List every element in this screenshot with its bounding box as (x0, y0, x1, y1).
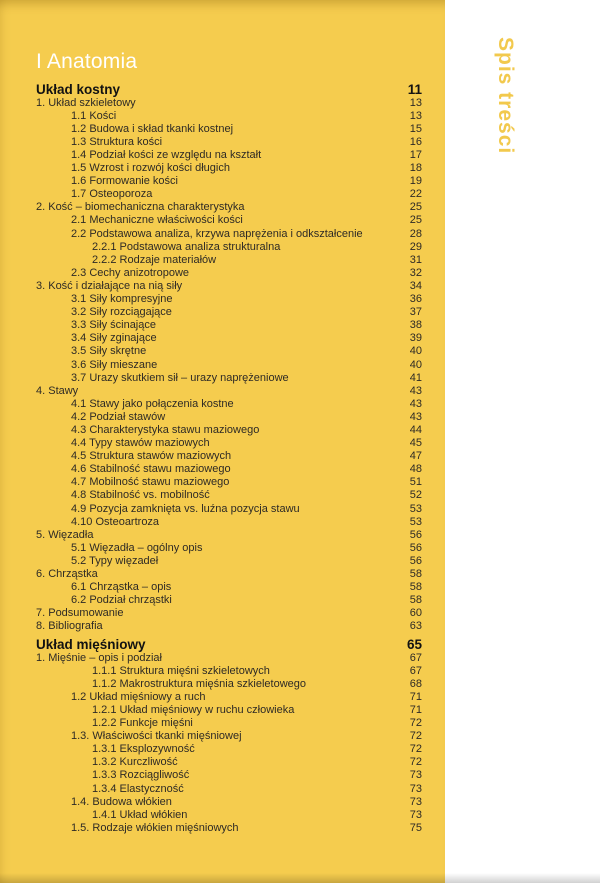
page-number: 75 (409, 821, 422, 834)
toc-entry-label: 6. Chrząstka (36, 568, 98, 581)
toc-entry-label: 3.3 Siły ścinające (71, 319, 156, 332)
toc-entry-label: 4.10 Osteoartroza (71, 515, 160, 528)
page-number: 32 (409, 266, 422, 279)
page-number: 31 (409, 253, 422, 266)
toc-entry (0, 677, 445, 690)
toc-entry (0, 306, 445, 319)
page-number: 73 (409, 782, 422, 795)
toc-entry-label: 5.1 Więzadła – ogólny opis (71, 541, 203, 554)
toc-entry (0, 214, 445, 227)
toc-entry (0, 502, 445, 515)
toc-entry-label: 4.1 Stawy jako połączenia kostne (71, 397, 234, 410)
sidebar-column (445, 0, 600, 883)
page-number: 73 (409, 795, 422, 808)
toc-entry-label: 4.9 Pozycja zamknięta vs. luźna pozycja stawu (71, 502, 300, 515)
toc-entry (0, 201, 445, 214)
toc-entry-label: 2.2.2 Rodzaje materiałów (92, 253, 217, 266)
toc-entry (0, 423, 445, 436)
toc-section-header (0, 83, 445, 96)
toc-entry-label: 5. Więzadła (36, 528, 94, 541)
toc-entry-label: 4. Stawy (36, 384, 79, 397)
toc-entry-label: 1.1.2 Makrostruktura mięśnia szkieletowego (92, 677, 306, 690)
toc-entry-label: 1.2 Budowa i skład tkanki kostnej (71, 122, 234, 135)
toc-entry (0, 808, 445, 821)
toc-entry-label: 8. Bibliografia (36, 620, 103, 633)
toc-entry (0, 489, 445, 502)
page-number: 41 (409, 371, 422, 384)
toc-entry-label: 1.3. Właściwości tkanki mięśniowej (71, 730, 242, 743)
toc-entry-label: 1.3.3 Rozciągliwość (92, 769, 190, 782)
toc-entry-label: 1.4. Budowa włókien (71, 795, 172, 808)
toc-entry-label: 4.8 Stabilność vs. mobilność (71, 489, 210, 502)
page-number: 28 (409, 227, 422, 240)
page-number: 56 (409, 528, 422, 541)
page-number: 60 (409, 607, 422, 620)
page-number: 40 (409, 345, 422, 358)
toc-entry-label: 2.1 Mechaniczne właściwości kości (71, 214, 243, 227)
toc-entry-label: 1.3.4 Elastyczność (92, 782, 184, 795)
page-number: 72 (409, 756, 422, 769)
page-number: 13 (409, 96, 422, 109)
toc-entry (0, 240, 445, 253)
page-number: 38 (409, 319, 422, 332)
page-number: 39 (409, 332, 422, 345)
toc-entry-label: 1.3.1 Eksplozywność (92, 743, 195, 756)
toc-entry (0, 345, 445, 358)
page-number: 67 (409, 664, 422, 677)
page-number: 36 (409, 293, 422, 306)
toc-entry-label: 1.5 Wzrost i rozwój kości długich (71, 162, 230, 175)
toc-entry-label: 1.2.1 Układ mięśniowy w ruchu człowieka (92, 703, 295, 716)
toc-entry (0, 730, 445, 743)
toc-entry-label: 1.5. Rodzaje włókien mięśniowych (71, 821, 239, 834)
page-number: 63 (409, 620, 422, 633)
page-number: 43 (409, 410, 422, 423)
toc-entry (0, 581, 445, 594)
sidebar-vertical-title: Spis treści (494, 37, 517, 155)
toc-entry (0, 476, 445, 489)
page-number: 72 (409, 730, 422, 743)
page-number: 68 (409, 677, 422, 690)
page-number: 73 (409, 769, 422, 782)
toc-section-header-label: Układ mięśniowy (36, 636, 146, 652)
page-number: 71 (409, 703, 422, 716)
toc-entry (0, 148, 445, 161)
page-number: 65 (406, 636, 422, 652)
toc-entry-label: 6.2 Podział chrząstki (71, 594, 172, 607)
page-number: 11 (407, 82, 422, 98)
toc-entry-label: 2.2.1 Podstawowa analiza strukturalna (92, 240, 281, 253)
toc-entry (0, 554, 445, 567)
page-number: 29 (409, 240, 422, 253)
page-number: 43 (409, 384, 422, 397)
toc-entry (0, 135, 445, 148)
page-number: 53 (409, 502, 422, 515)
toc-entry-label: 3. Kość i działające na nią siły (36, 279, 183, 292)
page-number: 58 (409, 594, 422, 607)
toc-entry-label: 6.1 Chrząstka – opis (71, 581, 172, 594)
toc-entry (0, 607, 445, 620)
toc-entry-label: 1.2 Układ mięśniowy a ruch (71, 690, 206, 703)
toc-entry (0, 410, 445, 423)
toc-entry-label: 1.4 Podział kości ze względu na kształt (71, 149, 262, 162)
page-number: 48 (409, 463, 422, 476)
toc-entry-label: 1. Mięśnie – opis i podział (36, 651, 162, 664)
page-number: 34 (409, 279, 422, 292)
toc-entry-label: 4.4 Typy stawów maziowych (71, 437, 210, 450)
page-number: 72 (409, 743, 422, 756)
toc-entry (0, 664, 445, 677)
page-number: 73 (409, 808, 422, 821)
toc-entry (0, 769, 445, 782)
toc-entry (0, 162, 445, 175)
page-number: 13 (409, 109, 422, 122)
toc-entry (0, 515, 445, 528)
toc-entry-label: 2. Kość – biomechaniczna charakterystyka (36, 201, 245, 214)
page-number: 18 (409, 162, 422, 175)
toc-entry-label: 1.2.2 Funkcje mięśni (92, 717, 193, 730)
toc-entry (0, 279, 445, 292)
toc-entry-label: 1.1 Kości (71, 109, 117, 122)
toc-entry (0, 690, 445, 703)
toc-entry-label: 2.3 Cechy anizotropowe (71, 266, 190, 279)
page-number: 40 (409, 358, 422, 371)
page-number: 44 (409, 423, 422, 436)
toc-entry-label: 1.4.1 Układ włókien (92, 808, 188, 821)
page-number: 37 (409, 306, 422, 319)
toc-entry-label: 5.2 Typy więzadeł (71, 554, 159, 567)
toc-entry (0, 332, 445, 345)
page-number: 22 (409, 188, 422, 201)
toc-entry (0, 319, 445, 332)
toc-list (0, 83, 445, 834)
page-number: 56 (409, 554, 422, 567)
toc-entry (0, 594, 445, 607)
toc-entry (0, 743, 445, 756)
toc-entry (0, 96, 445, 109)
page-number: 67 (409, 651, 422, 664)
toc-entry-label: 1.6 Formowanie kości (71, 175, 178, 188)
toc-entry (0, 795, 445, 808)
toc-entry-label: 1.3.2 Kurczliwość (92, 756, 178, 769)
page-number: 56 (409, 541, 422, 554)
page-number: 58 (409, 568, 422, 581)
page-number: 51 (409, 476, 422, 489)
toc-entry (0, 463, 445, 476)
toc-entry (0, 651, 445, 664)
toc-entry-label: 3.4 Siły zginające (71, 332, 157, 345)
page-number: 53 (409, 515, 422, 528)
toc-entry (0, 371, 445, 384)
page-number: 47 (409, 450, 422, 463)
toc-entry (0, 541, 445, 554)
toc-entry (0, 782, 445, 795)
toc-entry (0, 227, 445, 240)
toc-entry (0, 397, 445, 410)
toc-entry (0, 821, 445, 834)
toc-section-header (0, 638, 445, 651)
toc-entry (0, 437, 445, 450)
toc-entry-label: 3.5 Siły skrętne (71, 345, 147, 358)
toc-entry-label: 4.2 Podział stawów (71, 410, 166, 423)
toc-entry (0, 109, 445, 122)
page-number: 72 (409, 717, 422, 730)
toc-entry (0, 188, 445, 201)
toc-entry-label: 1.1.1 Struktura mięśni szkieletowych (92, 664, 270, 677)
toc-entry (0, 358, 445, 371)
toc-entry-label: 2.2 Podstawowa analiza, krzywa naprężenia i odkształcenie (71, 227, 363, 240)
toc-entry-label: 3.7 Urazy skutkiem sił – urazy naprężeniowe (71, 371, 289, 384)
toc-entry (0, 703, 445, 716)
page-number: 25 (409, 201, 422, 214)
toc-entry (0, 253, 445, 266)
page-number: 52 (409, 489, 422, 502)
toc-entry-label: 3.2 Siły rozciągające (71, 306, 172, 319)
toc-entry-label: 3.6 Siły mieszane (71, 358, 158, 371)
page-number: 15 (409, 122, 422, 135)
toc-entry-label: 4.7 Mobilność stawu maziowego (71, 476, 230, 489)
toc-entry (0, 567, 445, 580)
toc-entry-label: 1.3 Struktura kości (71, 135, 163, 148)
toc-entry-label: 4.6 Stabilność stawu maziowego (71, 463, 231, 476)
page-number: 43 (409, 397, 422, 410)
page-number: 45 (409, 437, 422, 450)
page-number: 58 (409, 581, 422, 594)
page-number: 17 (409, 149, 422, 162)
toc-entry (0, 756, 445, 769)
page-number: 16 (409, 135, 422, 148)
toc-entry (0, 266, 445, 279)
toc-entry-label: 3.1 Siły kompresyjne (71, 293, 173, 306)
toc-entry-label: 1.7 Osteoporoza (71, 188, 153, 201)
toc-entry-label: 4.5 Struktura stawów maziowych (71, 450, 232, 463)
page-number: 71 (409, 690, 422, 703)
chapter-heading: I Anatomia (36, 50, 138, 73)
page-number: 19 (409, 175, 422, 188)
toc-entry (0, 175, 445, 188)
toc-entry (0, 293, 445, 306)
toc-entry-label: 4.3 Charakterystyka stawu maziowego (71, 423, 260, 436)
toc-entry-label: 1. Układ szkieletowy (36, 96, 136, 109)
toc-entry (0, 717, 445, 730)
toc-entry-label: 7. Podsumowanie (36, 607, 124, 620)
toc-section-header-label: Układ kostny (36, 82, 121, 98)
toc-entry (0, 122, 445, 135)
toc-entry (0, 528, 445, 541)
toc-entry (0, 384, 445, 397)
toc-entry (0, 620, 445, 633)
toc-entry (0, 450, 445, 463)
page-number: 25 (409, 214, 422, 227)
